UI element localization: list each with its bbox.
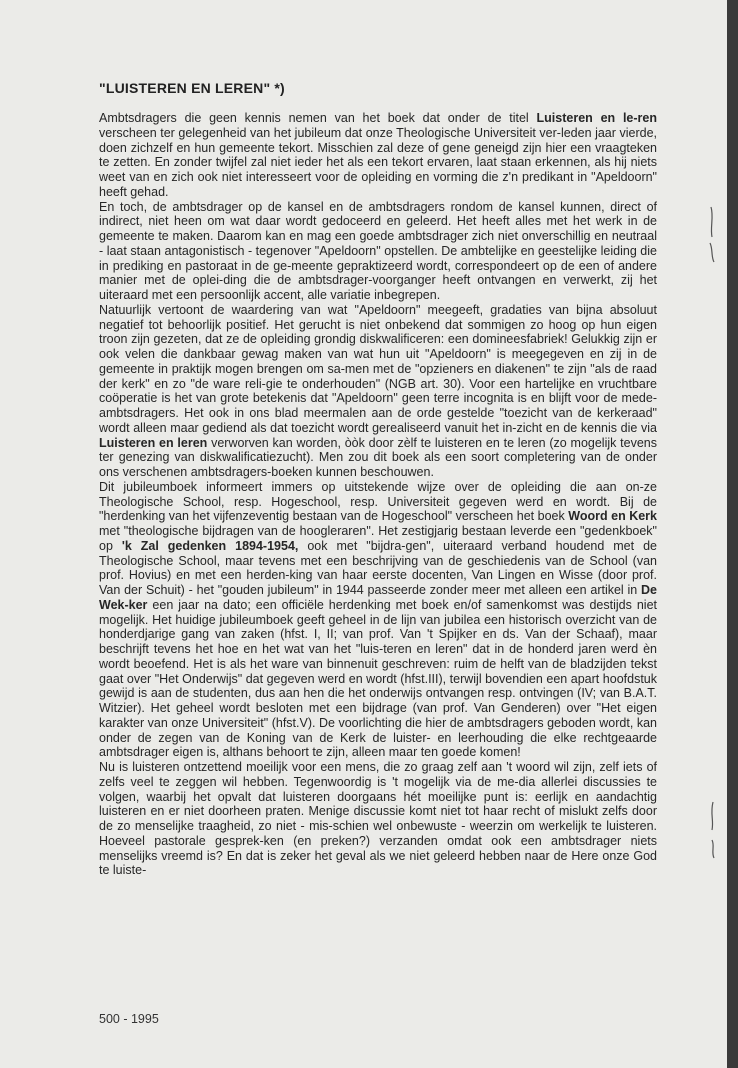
bold-title-run: Woord en Kerk	[568, 509, 657, 524]
text-run: met "theologische bijdragen van de hoogleraren". Het zestigjarig bestaan leverde een "gedenkboek" op	[99, 524, 657, 553]
bold-title-run: 'k Zal gedenken 1894-1954,	[121, 538, 299, 553]
margin-mark-1	[705, 205, 719, 265]
text-run: ook met "bijdra-gen", uiteraard verband houdend met de Theologische School, maar tevens met een beschrijving van de geschiedenis van de School (van prof. Hovius) en met een herden-king van haar eerste docenten, Van Lingen en Wisse (door prof. Van der Schuit) - het "gouden jubileum" in 1944 passeerde zonder meer met alleen een artikel in	[99, 538, 657, 597]
paragraph	[99, 760, 657, 878]
text-run: En toch, de ambtsdrager op de kansel en de ambtsdragers rondom de kansel kunnen, direct of indirect, niet heen om wat daar wordt gedoceerd en geleerd. Het heeft alles met het werk in de gemeente te maken. Daarom kan en mag een goede ambtsdrager zich niet onverschillig en neutraal - laat staan antagonistisch - tegenover "Apeldoorn" opstellen. De ambtelijke en geestelijke leiding die in prediking en pastoraat in de ge-meente gepraktizeerd wordt, correspondeert op de een of andere manier met de oplei-ding die de ambtsdrager-voorganger heeft ontvangen en verwerkt, zij het uiteraard met een persoonlijk accent, alle variatie inbegrepen.	[99, 199, 657, 302]
text-run: verworven kan worden, òòk door zèlf te luisteren en te leren (zo mogelijk tevens ter genezing van diskwalificatiezucht). Men zou dit boek als een soort completering van de onder ons verschenen ambtsdragers-boeken kunnen beschouwen.	[99, 435, 657, 479]
article-title: "LUISTEREN EN LEREN" *)	[99, 80, 285, 96]
paragraph	[99, 303, 657, 480]
text-run: Natuurlijk vertoont de waardering van wat "Apeldoorn" meegeeft, gradaties van bijna absoluut negatief tot behoorlijk positief. Het gerucht is niet onbekend dat sommigen zo hoog op hun eigen troon zijn gezeten, dat ze de opleiding grondig diskwalificeren: een domineesfabriek! Gelukkig zijn er ook velen die dankbaar gewag maken van wat hun uit "Apeldoorn" is meegegeven en zij in de gemeente in praktijk mogen brengen om sa-men met de "opzieners en diakenen" te zijn "als de raad der kerk" en zo "de ware reli-gie te onderhouden" (NGB art. 30). Voor een hartelijke en vruchtbare coöperatie is het van grote betekenis dat "Apeldoorn" geen terre incognita is en blijft voor de mede-ambtsdragers. Het ook in ons blad meermalen aan de orde gestelde "toezicht van de kerkeraad" wordt alleen maar gediend als dat toezicht wordt gerealiseerd vanuit het in-zicht en de kennis die via	[99, 302, 657, 435]
article-body	[99, 111, 657, 878]
text-run: Nu is luisteren ontzettend moeilijk voor een mens, die zo graag zelf aan 't woord wil zijn, zelf iets of zelfs veel te zeggen wil hebben. Tegenwoordig is 't mogelijk via de me-dia allerlei discussies te volgen, waarbij het opvalt dat luisteren doorgaans hét moeilijke punt is: eerlijk en aandachtig luisteren en er niet doorheen praten. Menige discussie komt niet tot haar recht of mislukt zelfs door de zo menselijke traagheid, zo niet - mis-schien wel onbewuste - weerzin om werkelijk te luisteren. Hoeveel pastorale gesprek-ken (en preken?) verzanden omdat ook een ambtsdrager niets menselijks vreemd is? En dat is zeker het geval als we niet geleerd hebben naar de Here onze God te luiste-	[99, 760, 657, 878]
margin-mark-2	[706, 800, 720, 860]
page-number: 500 - 1995	[99, 1012, 159, 1026]
bold-title-run: De Wek-ker	[99, 583, 657, 612]
text-run: Ambtsdragers die geen kennis nemen van het boek dat onder de titel	[99, 111, 537, 125]
paragraph	[99, 111, 657, 200]
text-run: verscheen ter gelegenheid van het jubileum dat onze Theologische Universiteit ver-leden jaar vierde, doen zichzelf en hun gemeente tekort. Misschien zal deze of gene geneigd zijn hier een vraagteken te zetten. En zonder twijfel zal niet ieder het als een tekort ervaren, laat staan erkennen, als hij niets weet van en zich ook niet interesseert voor de opleiding en vorming die z'n predikant in "Apeldoorn" heeft gehad.	[99, 125, 657, 199]
paragraph	[99, 200, 657, 303]
bold-title-run: Luisteren en le-ren	[536, 111, 657, 125]
text-run: een jaar na dato; een officiële herdenking met boek en/of samenkomst was destijds niet mogelijk. Het huidige jubileumboek geeft geheel in de lijn van jubilea een historisch overzicht van de honderdjarige gang van zaken (hfst. I, II; van prof. Van 't Spijker en ds. Van der Schaaf), maar beschrijft tevens het hoe en het wat van het "luis-teren en leren" dat in de honderd jaren werd èn wordt beoefend. Het is als het ware van binnenuit geschreven: ruim de helft van de bladzijden tekst gaat over "Het Onderwijs" dat gegeven werd en wordt (hfst.III), terwijl bovendien een apart hoofdstuk gewijd is aan de studenten, dus aan hen die het onderwijs ontvangen resp. ontvingen (IV; van B.A.T. Witzier). Het geheel wordt besloten met een bijdrage (van prof. Van Genderen) over "Het eigen karakter van onze Universiteit" (hfst.V). De voorlichting die hier de ambtsdragers geboden wordt, kan onder de zegen van de Koning van de Kerk de luister- en leerhouding die elke rechtgeaarde ambtsdrager eigen is, althans behoort te zijn, alleen maar ten goede komen!	[99, 597, 657, 760]
text-run: Dit jubileumboek informeert immers op uitstekende wijze over de opleiding die aan on-ze Theologische School, resp. Hogeschool, resp. Universiteit gegeven werd en wordt. Bij de "herdenking van het vijfenzeventig bestaan van de Hogeschool" verscheen het boek	[99, 479, 657, 524]
paragraph	[99, 480, 657, 760]
bold-title-run: Luisteren en leren	[99, 435, 208, 450]
